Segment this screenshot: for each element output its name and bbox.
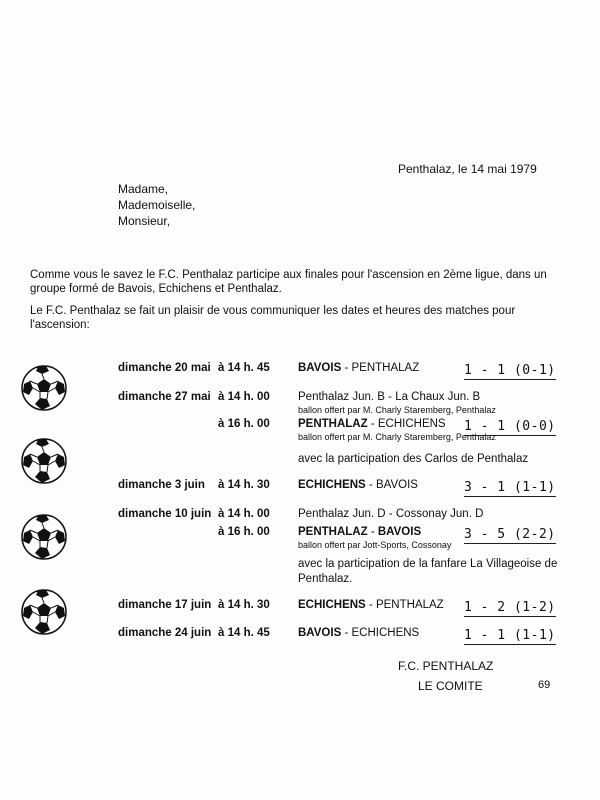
match-time: à 14 h. 00 [218, 391, 270, 403]
home-team: PENTHALAZ [298, 418, 368, 430]
match-time: à 14 h. 45 [218, 362, 270, 374]
match-time: à 14 h. 45 [218, 627, 270, 639]
signature-club: F.C. PENTHALAZ [398, 659, 494, 673]
away-team: La Chaux Jun. B [395, 391, 481, 403]
greeting-mademoiselle: Mademoiselle, [118, 198, 196, 212]
match-score: 1 - 2 (1-2) [464, 600, 556, 615]
match-extra: avec la participation des Carlos de Penthalaz [298, 453, 529, 465]
match-teams: PENTHALAZ - ECHICHENS [298, 418, 446, 430]
match-teams: BAVOIS - PENTHALAZ [298, 362, 420, 374]
match-score: 1 - 1 (0-1) [464, 363, 556, 378]
soccer-ball-icon [20, 588, 68, 636]
soccer-ball-icon [20, 364, 68, 412]
page-number: 69 [538, 679, 551, 691]
greeting-monsieur: Monsieur, [118, 214, 171, 228]
home-team: ECHICHENS [298, 479, 366, 491]
away-team: ECHICHENS [351, 627, 420, 639]
match-time: à 14 h. 30 [218, 479, 270, 491]
match-time: à 16 h. 00 [218, 526, 270, 538]
match-teams: BAVOIS - ECHICHENS [298, 627, 420, 639]
home-team: Penthalaz Jun. D [298, 508, 386, 520]
home-team: PENTHALAZ [298, 526, 368, 538]
match-day: dimanche 17 juin [118, 599, 212, 611]
match-teams: Penthalaz Jun. B - La Chaux Jun. B [298, 391, 481, 403]
match-note: ballon offert par M. Charly Staremberg, Penthalaz [298, 432, 496, 442]
match-time: à 14 h. 00 [218, 508, 270, 520]
match-score: 3 - 5 (2-2) [464, 527, 556, 542]
away-team: Cossonay Jun. D [395, 508, 484, 520]
match-day: dimanche 10 juin [118, 508, 212, 520]
match-day: dimanche 24 juin [118, 627, 212, 639]
greeting-madame: Madame, [118, 182, 169, 196]
match-teams: PENTHALAZ - BAVOIS [298, 526, 422, 538]
match-day: dimanche 20 mai [118, 362, 211, 374]
match-score: 3 - 1 (1-1) [464, 480, 556, 495]
home-team: BAVOIS [298, 362, 342, 374]
away-team: ECHICHENS [377, 418, 446, 430]
soccer-ball-icon [20, 437, 68, 485]
intro-paragraph-2: Le F.C. Penthalaz se fait un plaisir de vous communiquer les dates et heures des matches pour l'ascension: [30, 305, 516, 331]
home-team: ECHICHENS [298, 599, 366, 611]
signature-committee: LE COMITE [418, 679, 483, 693]
match-time: à 16 h. 00 [218, 418, 270, 430]
match-teams: ECHICHENS - PENTHALAZ [298, 599, 444, 611]
match-teams: Penthalaz Jun. D - Cossonay Jun. D [298, 508, 484, 520]
match-note: ballon offert par Jott-Sports, Cossonay [298, 540, 452, 550]
match-day: dimanche 27 mai [118, 391, 211, 403]
match-time: à 14 h. 30 [218, 599, 270, 611]
place-date: Penthalaz, le 14 mai 1979 [398, 162, 537, 176]
away-team: PENTHALAZ [375, 599, 444, 611]
match-score: 1 - 1 (1-1) [464, 628, 556, 643]
away-team: PENTHALAZ [351, 362, 420, 374]
home-team: Penthalaz Jun. B [298, 391, 385, 403]
intro-paragraph: Comme vous le savez le F.C. Penthalaz participe aux finales pour l'ascension en 2ème ligue, dans un groupe formé de Bavois, Echichens et Penthalaz. [30, 269, 547, 295]
away-team: BAVOIS [377, 526, 422, 538]
soccer-ball-icon [20, 513, 68, 561]
match-extra: avec la participation de la fanfare La Villageoise de Penthalaz. [298, 558, 558, 585]
match-day: dimanche 3 juin [118, 479, 205, 491]
match-score: 1 - 1 (0-0) [464, 419, 556, 434]
match-teams: ECHICHENS - BAVOIS [298, 479, 418, 491]
match-note: ballon offert par M. Charly Staremberg, Penthalaz [298, 405, 496, 415]
away-team: BAVOIS [375, 479, 418, 491]
home-team: BAVOIS [298, 627, 342, 639]
